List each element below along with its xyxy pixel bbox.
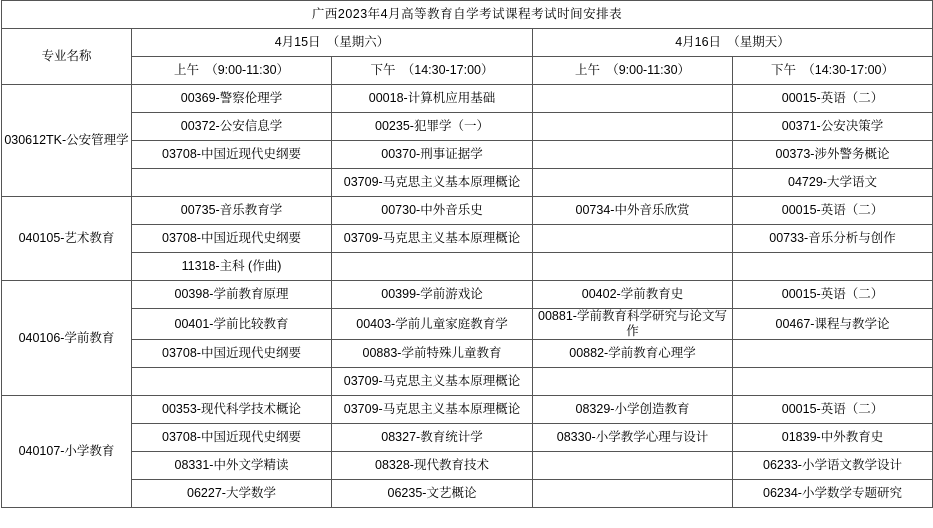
title-row [2,1,933,29]
course-cell: 08328-现代教育技术 [332,452,533,480]
course-cell: 06227-大学数学 [132,480,332,508]
empty-cell [533,141,733,169]
course-cell: 00883-学前特殊儿童教育 [332,340,533,368]
table-row [2,340,933,368]
course-cell: 04729-大学语文 [733,169,933,197]
header-session-1: 上午 （9:00-11:30） [132,57,332,85]
course-cell: 00369-警察伦理学 [132,85,332,113]
table-row [2,85,933,113]
empty-cell [332,253,533,281]
course-cell: 00015-英语（二） [733,197,933,225]
table-row [2,253,933,281]
course-cell: 00467-课程与教学论 [733,309,933,340]
empty-cell [132,169,332,197]
course-cell: 00373-涉外警务概论 [733,141,933,169]
course-cell: 00353-现代科学技术概论 [132,396,332,424]
empty-cell [533,253,733,281]
course-cell: 06233-小学语文教学设计 [733,452,933,480]
course-cell: 03708-中国近现代史纲要 [132,225,332,253]
course-cell: 03708-中国近现代史纲要 [132,424,332,452]
course-cell: 03709-马克思主义基本原理概论 [332,225,533,253]
empty-cell [533,85,733,113]
course-cell: 00015-英语（二） [733,85,933,113]
header-session-4: 下午 （14:30-17:00） [733,57,933,85]
header-session-3: 上午 （9:00-11:30） [533,57,733,85]
header-major-column: 专业名称 [2,29,132,85]
table-row [2,396,933,424]
empty-cell [733,340,933,368]
course-cell: 03709-马克思主义基本原理概论 [332,396,533,424]
major-name-cell: 040107-小学教育 [2,396,132,508]
course-cell: 08329-小学创造教育 [533,396,733,424]
course-cell: 11318-主科 (作曲) [132,253,332,281]
course-cell: 00401-学前比较教育 [132,309,332,340]
course-cell: 00734-中外音乐欣赏 [533,197,733,225]
page-title: 广西2023年4月高等教育自学考试课程考试时间安排表 [2,1,933,29]
course-cell: 00015-英语（二） [733,281,933,309]
course-cell: 00015-英语（二） [733,396,933,424]
table-row [2,225,933,253]
course-cell: 08331-中外文学精读 [132,452,332,480]
course-cell: 01839-中外教育史 [733,424,933,452]
course-cell: 00403-学前儿童家庭教育学 [332,309,533,340]
course-cell: 03709-马克思主义基本原理概论 [332,368,533,396]
course-cell: 00735-音乐教育学 [132,197,332,225]
course-cell: 08327-教育统计学 [332,424,533,452]
header-session-2: 下午 （14:30-17:00） [332,57,533,85]
empty-cell [533,368,733,396]
major-name-cell: 030612TK-公安管理学 [2,85,132,197]
header-date-1: 4月15日 （星期六） [132,29,533,57]
header-date-2: 4月16日 （星期天） [533,29,933,57]
course-cell: 00398-学前教育原理 [132,281,332,309]
table-row [2,281,933,309]
table-row [2,197,933,225]
course-cell: 00399-学前游戏论 [332,281,533,309]
table-row [2,113,933,141]
course-cell: 03708-中国近现代史纲要 [132,141,332,169]
course-cell: 00881-学前教育科学研究与论文写作 [533,309,733,340]
table-row [2,480,933,508]
course-cell: 00235-犯罪学（一） [332,113,533,141]
course-cell: 08330-小学教学心理与设计 [533,424,733,452]
course-cell: 00402-学前教育史 [533,281,733,309]
course-cell: 00372-公安信息学 [132,113,332,141]
course-cell: 00730-中外音乐史 [332,197,533,225]
header-row-sessions [2,57,933,85]
table-row [2,368,933,396]
major-name-cell: 040105-艺术教育 [2,197,132,281]
table-row [2,452,933,480]
empty-cell [533,480,733,508]
course-cell: 06235-文艺概论 [332,480,533,508]
course-cell: 00882-学前教育心理学 [533,340,733,368]
table-row [2,141,933,169]
table-row [2,309,933,340]
course-cell: 06234-小学数学专题研究 [733,480,933,508]
empty-cell [733,368,933,396]
empty-cell [533,452,733,480]
table-row [2,169,933,197]
empty-cell [533,225,733,253]
empty-cell [533,169,733,197]
major-name-cell: 040106-学前教育 [2,281,132,396]
header-row-dates [2,29,933,57]
exam-schedule-table [1,0,933,508]
course-cell: 03708-中国近现代史纲要 [132,340,332,368]
course-cell: 00733-音乐分析与创作 [733,225,933,253]
course-cell: 03709-马克思主义基本原理概论 [332,169,533,197]
table-row [2,424,933,452]
course-cell: 00370-刑事证据学 [332,141,533,169]
course-cell: 00018-计算机应用基础 [332,85,533,113]
empty-cell [533,113,733,141]
empty-cell [733,253,933,281]
empty-cell [132,368,332,396]
course-cell: 00371-公安决策学 [733,113,933,141]
